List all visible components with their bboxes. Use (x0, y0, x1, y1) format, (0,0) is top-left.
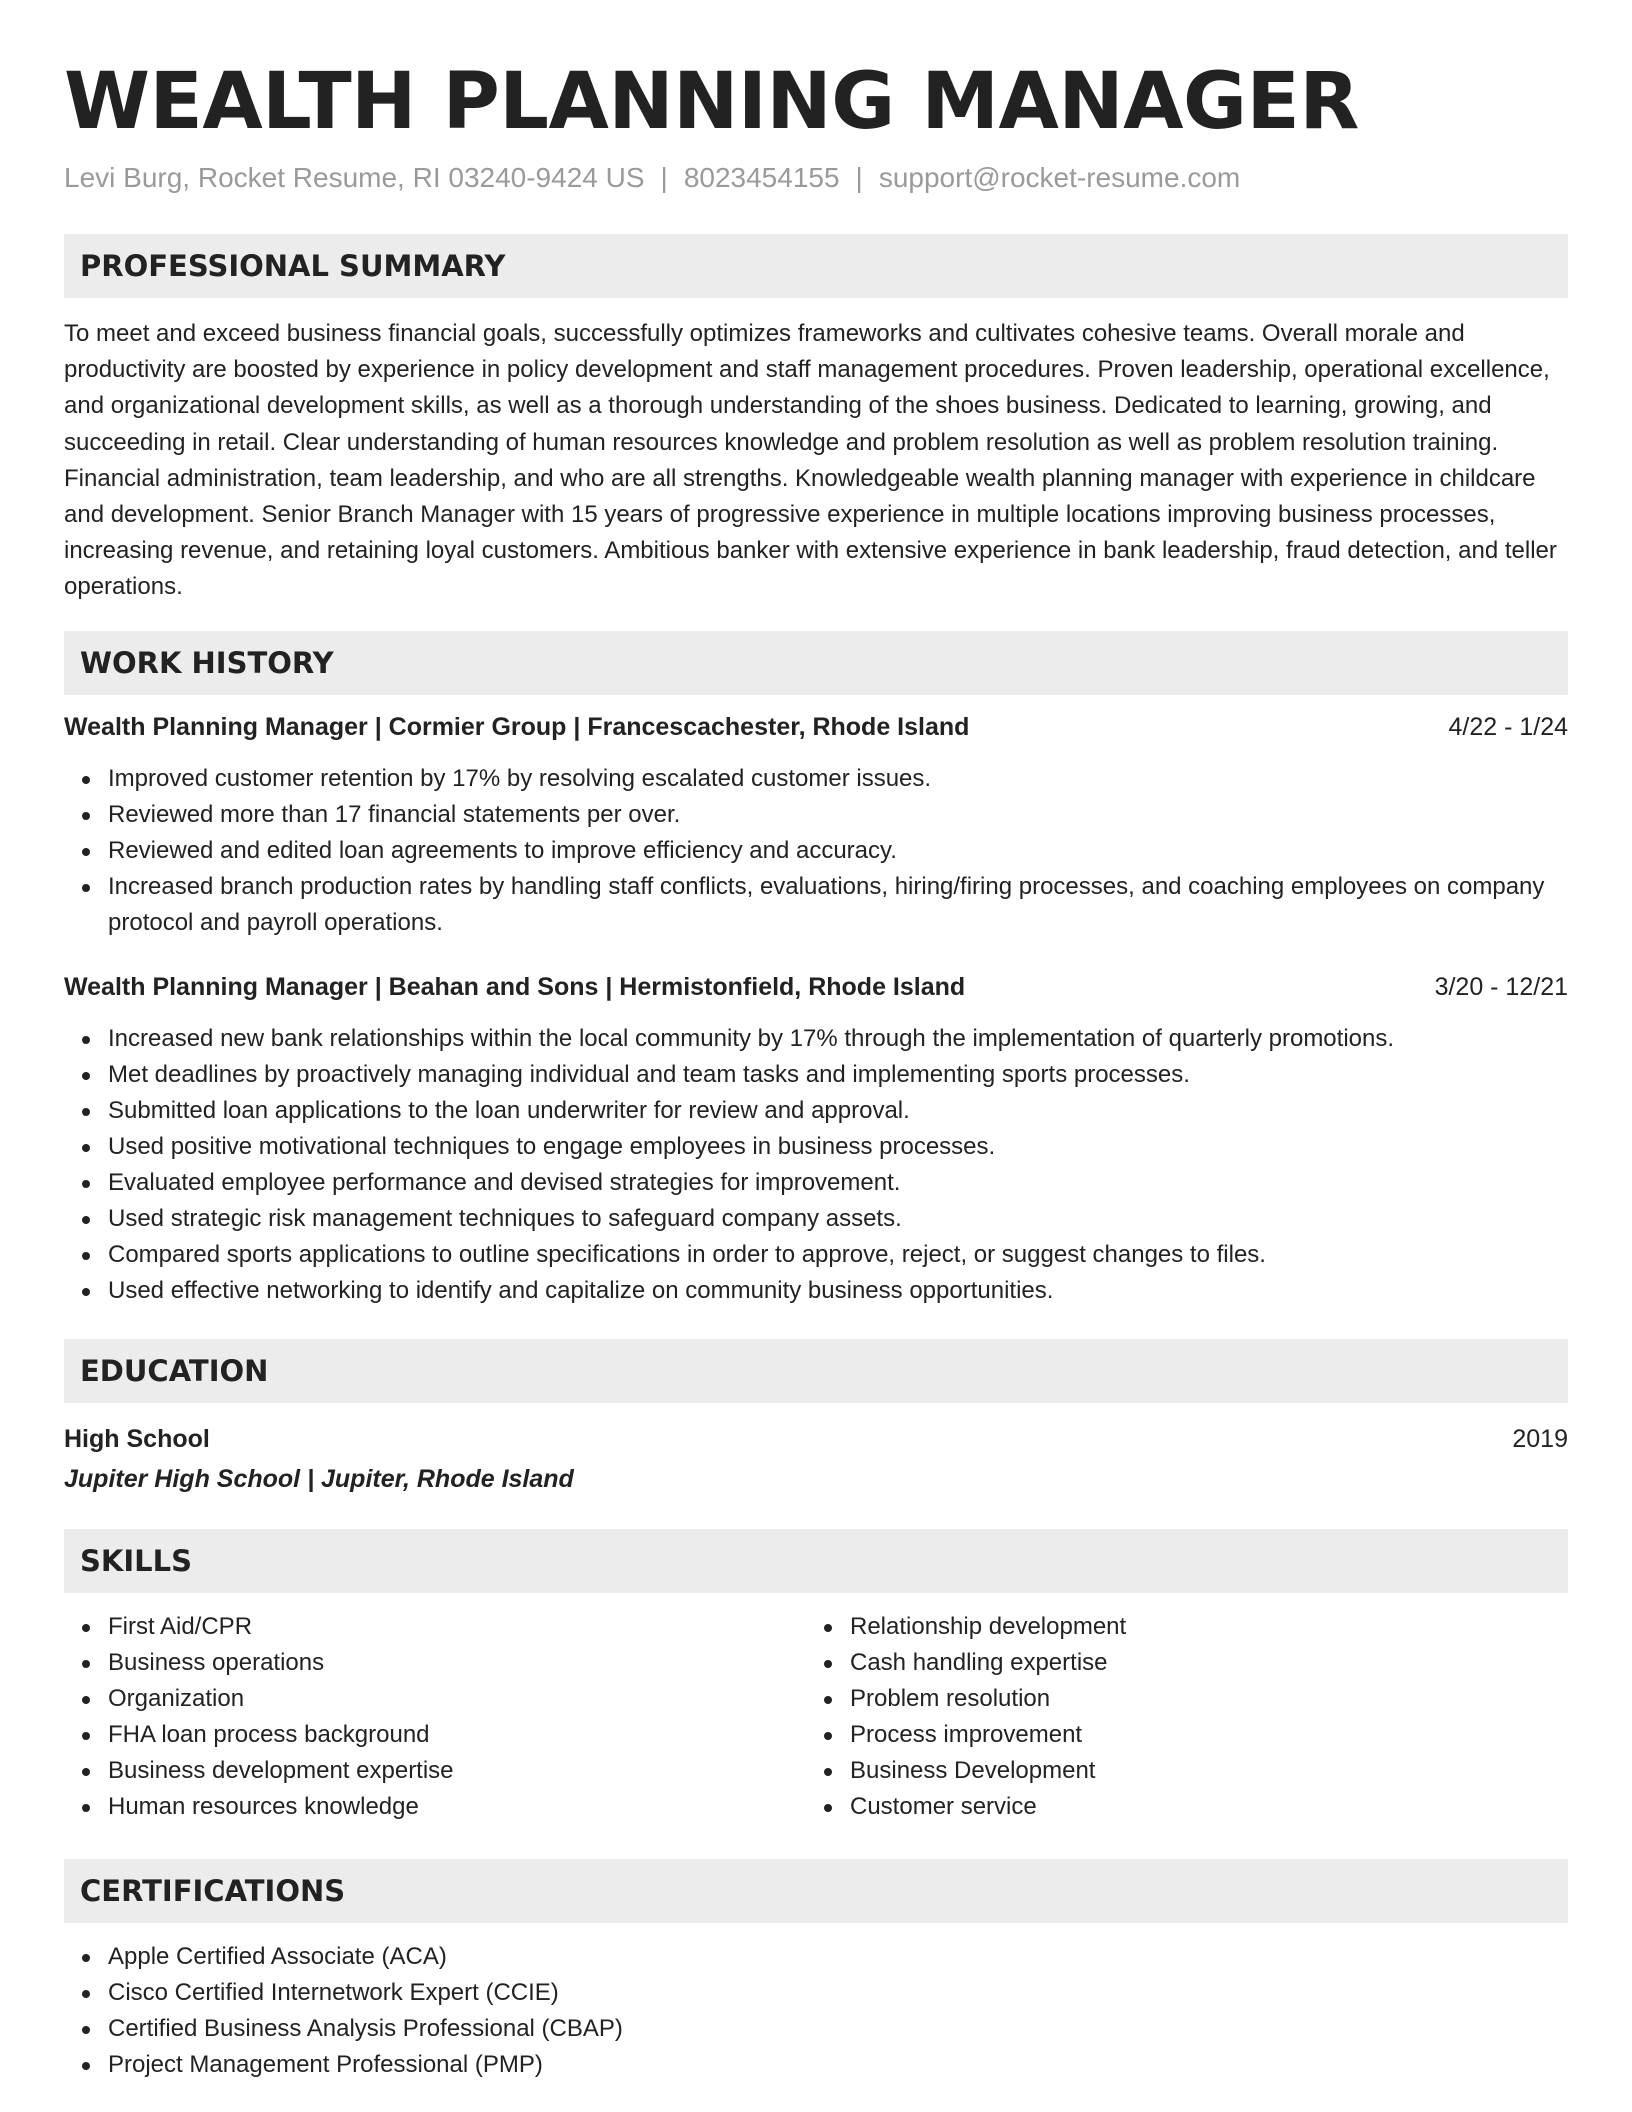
list-item: Organization (108, 1681, 806, 1717)
list-item: Submitted loan applications to the loan underwriter for review and approval. (108, 1093, 1568, 1129)
contact-address: Levi Burg, Rocket Resume, RI 03240-9424 US (64, 162, 645, 193)
education-heading-row (64, 1419, 1568, 1459)
section-header-education: EDUCATION (64, 1339, 1568, 1403)
list-item: Compared sports applications to outline specifications in order to approve, reject, or suggest changes to files. (108, 1237, 1568, 1273)
list-item: Apple Certified Associate (ACA) (108, 1939, 1568, 1975)
job-dates: 4/22 - 1/24 (1448, 712, 1568, 741)
summary-text: To meet and exceed business financial goals, successfully optimizes frameworks and cultivates cohesive teams. Overall morale and productivity are boosted by experience in policy development and staff management procedures. Proven leadership, operational excellence, and organizational development skills, as well as a thorough understanding of the shoes business. Dedicated to learning, growing, and succeeding in retail. Clear understanding of human resources knowledge and problem resolution as well as problem resolution training. Financial administration, team leadership, and who are all strengths. Knowledgeable wealth planning manager with experience in childcare and development. Senior Branch Manager with 15 years of progressive experience in multiple locations improving business processes, increasing revenue, and retaining loyal customers. Ambitious banker with extensive experience in bank leadership, fraud detection, and teller operations. (64, 320, 1557, 601)
job-heading-row (64, 969, 1568, 1005)
list-item: Customer service (850, 1789, 1548, 1825)
job-title: Wealth Planning Manager | Beahan and Sons | Hermistonfield, Rhode Island (64, 972, 966, 1001)
list-item: Used strategic risk management techniques to safeguard company assets. (108, 1201, 1568, 1237)
list-item: Problem resolution (850, 1681, 1548, 1717)
list-item: Reviewed more than 17 financial statements per over. (108, 797, 1568, 833)
job-title: Wealth Planning Manager | Cormier Group | Francescachester, Rhode Island (64, 712, 970, 741)
list-item: Business Development (850, 1753, 1548, 1789)
list-item: Business development expertise (108, 1753, 806, 1789)
list-item: Cash handling expertise (850, 1645, 1548, 1681)
education-degree: High School (64, 1424, 210, 1453)
skills-column-left (64, 1609, 806, 1825)
list-item: Process improvement (850, 1717, 1548, 1753)
section-header-certifications: CERTIFICATIONS (64, 1859, 1568, 1923)
job-bullet-list (64, 1021, 1568, 1309)
skills-column-right (806, 1609, 1548, 1825)
list-item: Certified Business Analysis Professional (CBAP) (108, 2011, 1568, 2047)
job-dates: 3/20 - 12/21 (1434, 972, 1568, 1001)
list-item: Increased branch production rates by handling staff conflicts, evaluations, hiring/firing processes, and coaching employees on company protocol and payroll operations. (108, 869, 1568, 941)
list-item: Human resources knowledge (108, 1789, 806, 1825)
list-item: Project Management Professional (PMP) (108, 2047, 1568, 2083)
section-header-skills: SKILLS (64, 1529, 1568, 1593)
contact-phone: 8023454155 (683, 162, 840, 193)
list-item: Improved customer retention by 17% by resolving escalated customer issues. (108, 761, 1568, 797)
skills-grid (64, 1609, 1568, 1825)
education-year: 2019 (1512, 1424, 1568, 1453)
list-item: Reviewed and edited loan agreements to improve efficiency and accuracy. (108, 833, 1568, 869)
list-item: Met deadlines by proactively managing individual and team tasks and implementing sports processes. (108, 1057, 1568, 1093)
list-item: Relationship development (850, 1609, 1548, 1645)
list-item: Business operations (108, 1645, 806, 1681)
job-entry (64, 969, 1568, 1309)
list-item: Increased new bank relationships within the local community by 17% through the implementation of quarterly promotions. (108, 1021, 1568, 1057)
contact-separator: | (855, 162, 863, 193)
list-item: Used effective networking to identify and capitalize on community business opportunities. (108, 1273, 1568, 1309)
resume-page (64, 52, 1568, 2083)
contact-separator: | (660, 162, 668, 193)
list-item: Cisco Certified Internetwork Expert (CCIE) (108, 1975, 1568, 2011)
contact-email: support@rocket-resume.com (878, 162, 1241, 193)
certifications-list (64, 1939, 1568, 2083)
section-header-summary: PROFESSIONAL SUMMARY (64, 234, 1568, 298)
job-heading-row (64, 709, 1568, 745)
job-bullet-list (64, 761, 1568, 941)
education-school: Jupiter High School | Jupiter, Rhode Island (64, 1464, 574, 1493)
resume-title: WEALTH PLANNING MANAGER (64, 57, 1359, 147)
list-item: Used positive motivational techniques to engage employees in business processes. (108, 1129, 1568, 1165)
contact-line (64, 160, 1568, 196)
section-header-work-history: WORK HISTORY (64, 631, 1568, 695)
list-item: Evaluated employee performance and devised strategies for improvement. (108, 1165, 1568, 1201)
job-entry (64, 709, 1568, 941)
list-item: First Aid/CPR (108, 1609, 806, 1645)
list-item: FHA loan process background (108, 1717, 806, 1753)
education-entry (64, 1419, 1568, 1499)
